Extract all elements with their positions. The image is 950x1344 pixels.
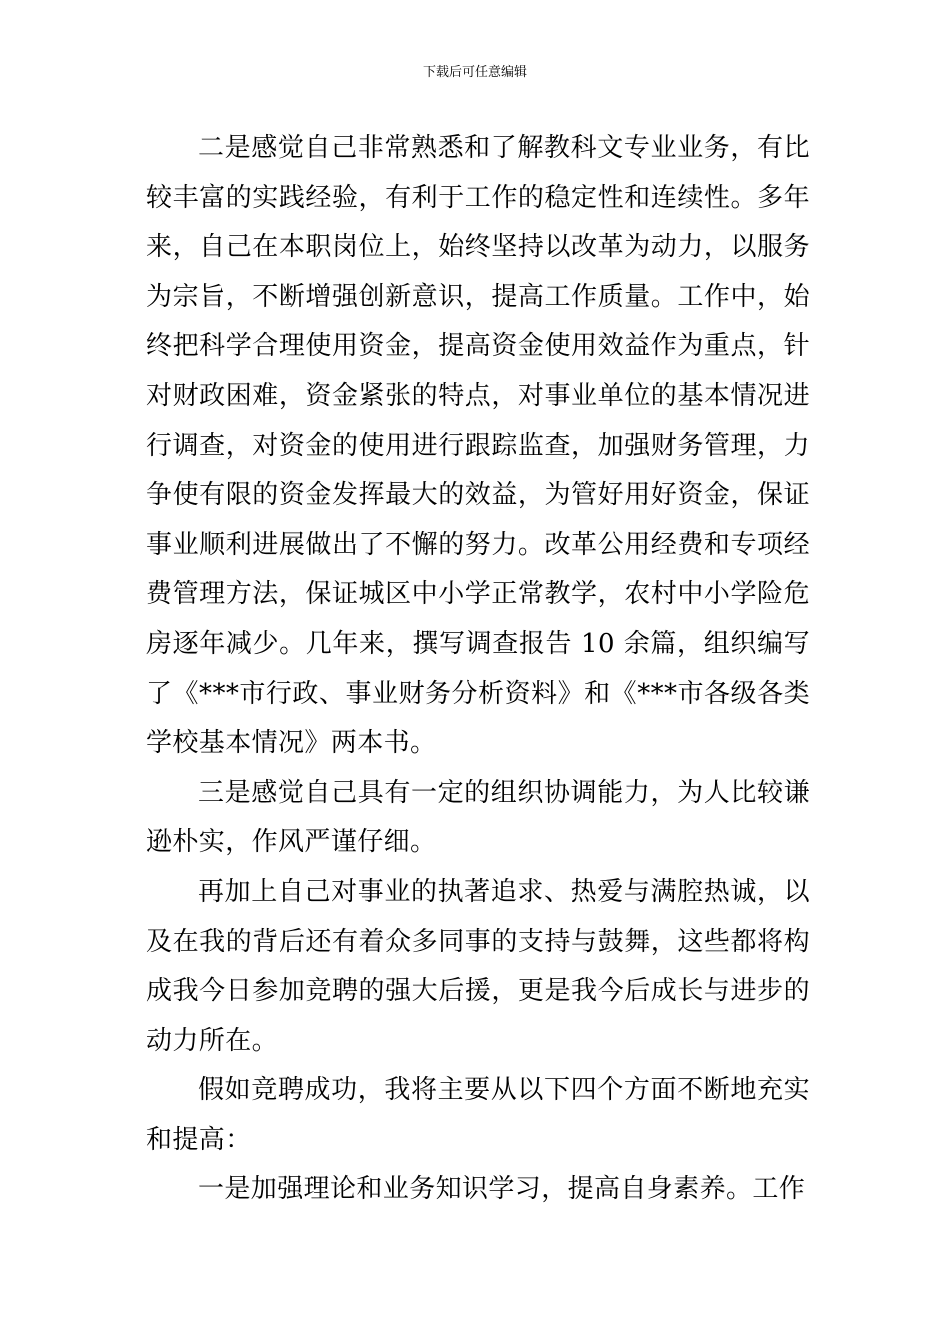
paragraph: 三是感觉自己具有一定的组织协调能力，为人比较谦逊朴实，作风严谨仔细。 [146,777,810,858]
paragraph: 假如竞聘成功，我将主要从以下四个方面不断地充实和提高： [146,1075,810,1155]
paragraph: 一是加强理论和业务知识学习，提高自身素养。工作 [198,1174,806,1205]
paragraph: 二是感觉自己非常熟悉和了解教科文专业业务，有比较丰富的实践经验，有利于工作的稳定性和连续性。多年来，自己在本职岗位上，始终坚持以改革为动力，以服务为宗旨，不断增强创新意识，提高工作质量。工作中，始终把科学合理使用资金，提高资金使用效益作为重点，针对财政困难，资金紧张的特点，对事业单位的基本情况进行调查，对资金的使用进行跟踪监查，加强财务管理，力争使有限的资金发挥最大的效益，为管好用好资金，保证事业顺利进展做出了不懈的努力。改革公用经费和专项经费管理方法，保证城区中小学正常教学，农村中小学险危房逐年减少。几年来，撰写调查报告 10 余篇，组织编写了《***市行政、事业财务分析资料》和《***市各级各类学校基本情况》两本书。 [146,133,810,759]
page-header: 下载后可任意编辑 [422,65,527,80]
paragraph: 再加上自己对事业的执著追求、热爱与满腔热诚，以及在我的背后还有着众多同事的支持与鼓舞，这些都将构成我今日参加竞聘的强大后援，更是我今后成长与进步的动力所在。 [146,876,810,1056]
document-body [146,124,810,1215]
